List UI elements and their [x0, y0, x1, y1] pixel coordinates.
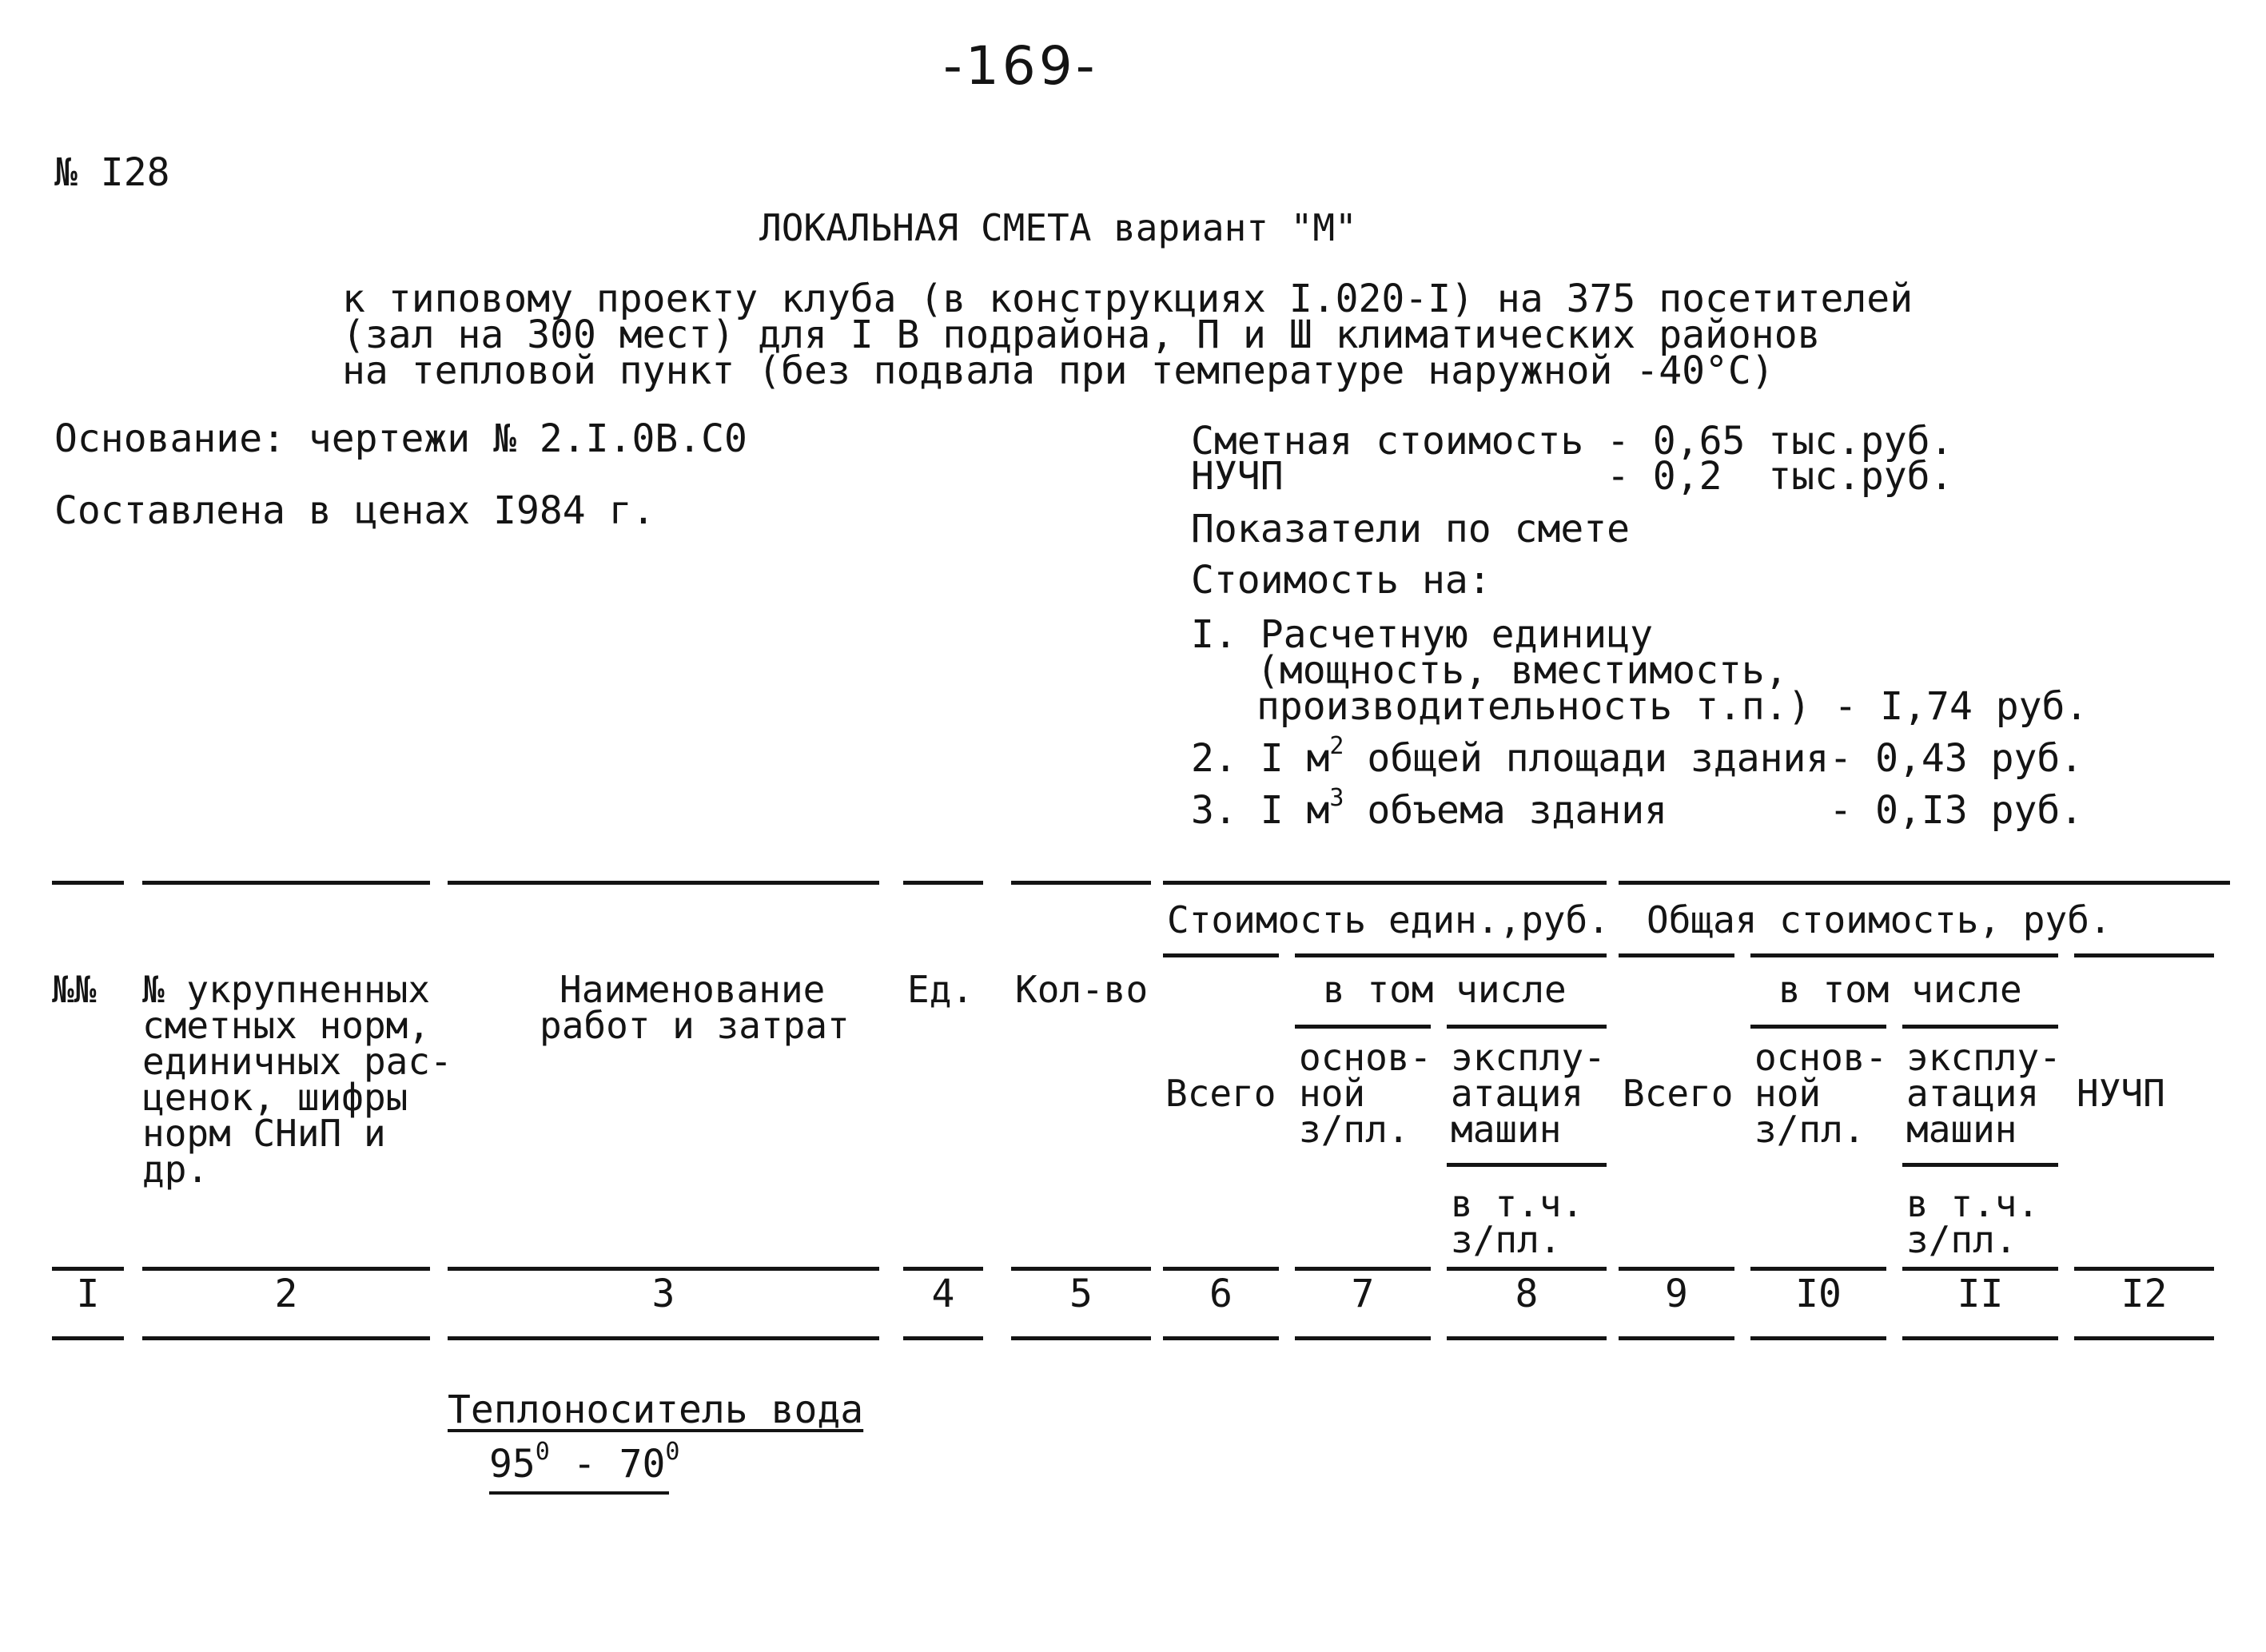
rule-numbers-top-seg: [2074, 1267, 2214, 1271]
prices-text: Составлена в ценах I984 г.: [54, 488, 655, 533]
rule-group-seg: [1619, 953, 1734, 957]
col-2-header-line-3: единичных рас-: [142, 1040, 452, 1083]
unit-machines-line-1: эксплу-: [1451, 1036, 1606, 1079]
estimated-cost-label: Сметная стоимость: [1191, 419, 1584, 464]
total-incl-wage-line-1: в т.ч.: [1906, 1182, 2040, 1225]
rule-numbers-bottom-seg: [142, 1336, 430, 1340]
rule-top-seg: [903, 881, 983, 885]
col-2-header-line-5: норм СНиП и: [142, 1112, 386, 1155]
rule-numbers-bottom-seg: [1011, 1336, 1151, 1340]
rule-top-seg: [142, 881, 430, 885]
rule-numbers-top-seg: [1750, 1267, 1886, 1271]
total-base-wage-line-1: основ-: [1754, 1036, 1888, 1079]
column-number: 5: [1069, 1272, 1093, 1316]
rule-numbers-top-seg: [1295, 1267, 1431, 1271]
rule-top-seg: [1619, 881, 2230, 885]
temp-b-degree: 0: [665, 1438, 680, 1466]
col-3-header-line-2: работ и затрат: [540, 1004, 850, 1047]
rule-sub-seg: [1750, 1025, 1886, 1029]
column-number: I2: [2121, 1272, 2168, 1316]
subtitle-line-1: к типовому проекту клуба (в конструкциях I.020-I) на 375 посетителей: [342, 277, 1914, 321]
document-number: № I28: [54, 150, 170, 195]
total-machines-line-1: эксплу-: [1906, 1036, 2061, 1079]
indicator-1-line-2: (мощность, вместимость,: [1256, 648, 1788, 693]
rule-sub-seg: [1902, 1025, 2058, 1029]
column-number: 7: [1351, 1272, 1375, 1316]
column-number: 6: [1209, 1272, 1233, 1316]
rule-numbers-top-seg: [1163, 1267, 1279, 1271]
rule-numbers-bottom-seg: [2074, 1336, 2214, 1340]
rule-numbers-bottom-seg: [448, 1336, 879, 1340]
indicator-2-pre: 2. I м: [1191, 736, 1330, 781]
nuchp-header: НУЧП: [2077, 1072, 2165, 1115]
column-number: II: [1957, 1272, 2004, 1316]
rule-sub-seg: [1902, 1163, 2058, 1167]
indicator-3: [1191, 784, 2084, 833]
nuchp-label: НУЧП: [1191, 454, 1284, 499]
unit-base-wage-line-3: з/пл.: [1299, 1108, 1410, 1151]
rule-sub-seg: [1295, 1025, 1431, 1029]
cost-for-label: Стоимость на:: [1191, 558, 1491, 603]
document-title: ЛОКАЛЬНАЯ СМЕТА вариант "М": [759, 206, 1357, 249]
rule-numbers-top-seg: [52, 1267, 124, 1271]
rule-numbers-bottom-seg: [1447, 1336, 1607, 1340]
rule-numbers-bottom-seg: [1619, 1336, 1734, 1340]
total-total-header: Всего: [1623, 1072, 1734, 1115]
rule-numbers-top-seg: [448, 1267, 879, 1271]
col-2-header-line-4: ценок, шифры: [142, 1076, 408, 1119]
rule-sub-seg: [1447, 1163, 1607, 1167]
indicator-1-line-3: производительность т.п.) - I,74 руб.: [1256, 684, 2089, 729]
total-base-wage-line-2: ной: [1754, 1072, 1822, 1115]
rule-numbers-bottom-seg: [1902, 1336, 2058, 1340]
rule-top-seg: [52, 881, 124, 885]
unit-cost-group-header: Стоимость един.,руб.: [1167, 898, 1610, 941]
unit-total-header: Всего: [1165, 1072, 1276, 1115]
unit-incl-wage-line-2: з/пл.: [1451, 1218, 1562, 1261]
total-including-header: в том числе: [1778, 968, 2022, 1011]
col-1-header: №№: [52, 968, 97, 1011]
rule-group-seg: [1750, 953, 2058, 957]
column-number: 3: [651, 1272, 675, 1316]
rule-numbers-bottom-seg: [1750, 1336, 1886, 1340]
total-incl-wage-line-2: з/пл.: [1906, 1218, 2017, 1261]
rule-numbers-bottom-seg: [1163, 1336, 1279, 1340]
temp-a: 95: [489, 1442, 536, 1487]
rule-numbers-top-seg: [1902, 1267, 2058, 1271]
unit-base-wage-line-2: ной: [1299, 1072, 1366, 1115]
section-temperature: [489, 1438, 680, 1487]
unit-machines-line-3: машин: [1451, 1108, 1562, 1151]
col-2-header-line-2: сметных норм,: [142, 1004, 431, 1047]
temperature-underline: [489, 1491, 669, 1495]
rule-group-seg: [1163, 953, 1279, 957]
rule-top-seg: [1011, 881, 1151, 885]
section-heading: Теплоноситель вода: [448, 1387, 864, 1432]
column-number: 9: [1665, 1272, 1688, 1316]
temp-b: 70: [619, 1442, 666, 1487]
estimated-cost-value: - 0,65 тыс.руб.: [1607, 419, 1953, 464]
indicator-2-post: общей площади здания- 0,43 руб.: [1344, 736, 2084, 781]
col-2-header-line-6: др.: [142, 1148, 209, 1191]
column-number: 4: [931, 1272, 955, 1316]
rule-numbers-bottom-seg: [52, 1336, 124, 1340]
rule-group-seg: [2074, 953, 2214, 957]
temp-separator: -: [549, 1442, 619, 1487]
nuchp-value: - 0,2 тыс.руб.: [1607, 454, 1953, 499]
rule-numbers-bottom-seg: [903, 1336, 983, 1340]
rule-top-seg: [1163, 881, 1607, 885]
rule-numbers-bottom-seg: [1295, 1336, 1431, 1340]
column-number: 8: [1515, 1272, 1539, 1316]
rule-top-seg: [448, 881, 879, 885]
indicator-3-pre: 3. I м: [1191, 788, 1330, 833]
indicator-1-line-1: I. Расчетную единицу: [1191, 612, 1653, 657]
basis-text: Основание: чертежи № 2.I.0В.С0: [54, 416, 747, 461]
col-2-header-line-1: № укрупненных: [142, 968, 431, 1011]
rule-numbers-top-seg: [142, 1267, 430, 1271]
indicator-3-sup: 3: [1329, 784, 1344, 812]
col-5-header: Кол-во: [1015, 968, 1149, 1011]
rule-numbers-top-seg: [903, 1267, 983, 1271]
col-4-header: Ед.: [907, 968, 974, 1011]
rule-numbers-top-seg: [1619, 1267, 1734, 1271]
indicators-label: Показатели по смете: [1191, 507, 1631, 551]
indicator-2-sup: 2: [1329, 732, 1344, 760]
subtitle-line-2: (зал на 300 мест) для I В подрайона, П и Ш климатических районов: [342, 312, 1821, 357]
col-3-header-line-1: Наименование: [560, 968, 826, 1011]
indicator-2: [1191, 732, 2084, 781]
column-number: 2: [274, 1272, 298, 1316]
unit-incl-wage-line-1: в т.ч.: [1451, 1182, 1584, 1225]
total-machines-line-3: машин: [1906, 1108, 2017, 1151]
total-cost-group-header: Общая стоимость, руб.: [1647, 898, 2112, 941]
unit-base-wage-line-1: основ-: [1299, 1036, 1432, 1079]
column-number: I: [76, 1272, 100, 1316]
page-number: -169-: [943, 35, 1098, 97]
total-base-wage-line-3: з/пл.: [1754, 1108, 1866, 1151]
unit-including-header: в том числе: [1323, 968, 1567, 1011]
column-number: I0: [1795, 1272, 1842, 1316]
subtitle-line-3: на тепловой пункт (без подвала при температуре наружной -40°С): [342, 348, 1774, 393]
total-machines-line-2: атация: [1906, 1072, 2040, 1115]
rule-numbers-top-seg: [1447, 1267, 1607, 1271]
indicator-3-post: объема здания - 0,I3 руб.: [1344, 788, 2084, 833]
rule-group-seg: [1295, 953, 1607, 957]
rule-sub-seg: [1447, 1025, 1607, 1029]
rule-numbers-top-seg: [1011, 1267, 1151, 1271]
unit-machines-line-2: атация: [1451, 1072, 1584, 1115]
temp-a-degree: 0: [535, 1438, 550, 1466]
